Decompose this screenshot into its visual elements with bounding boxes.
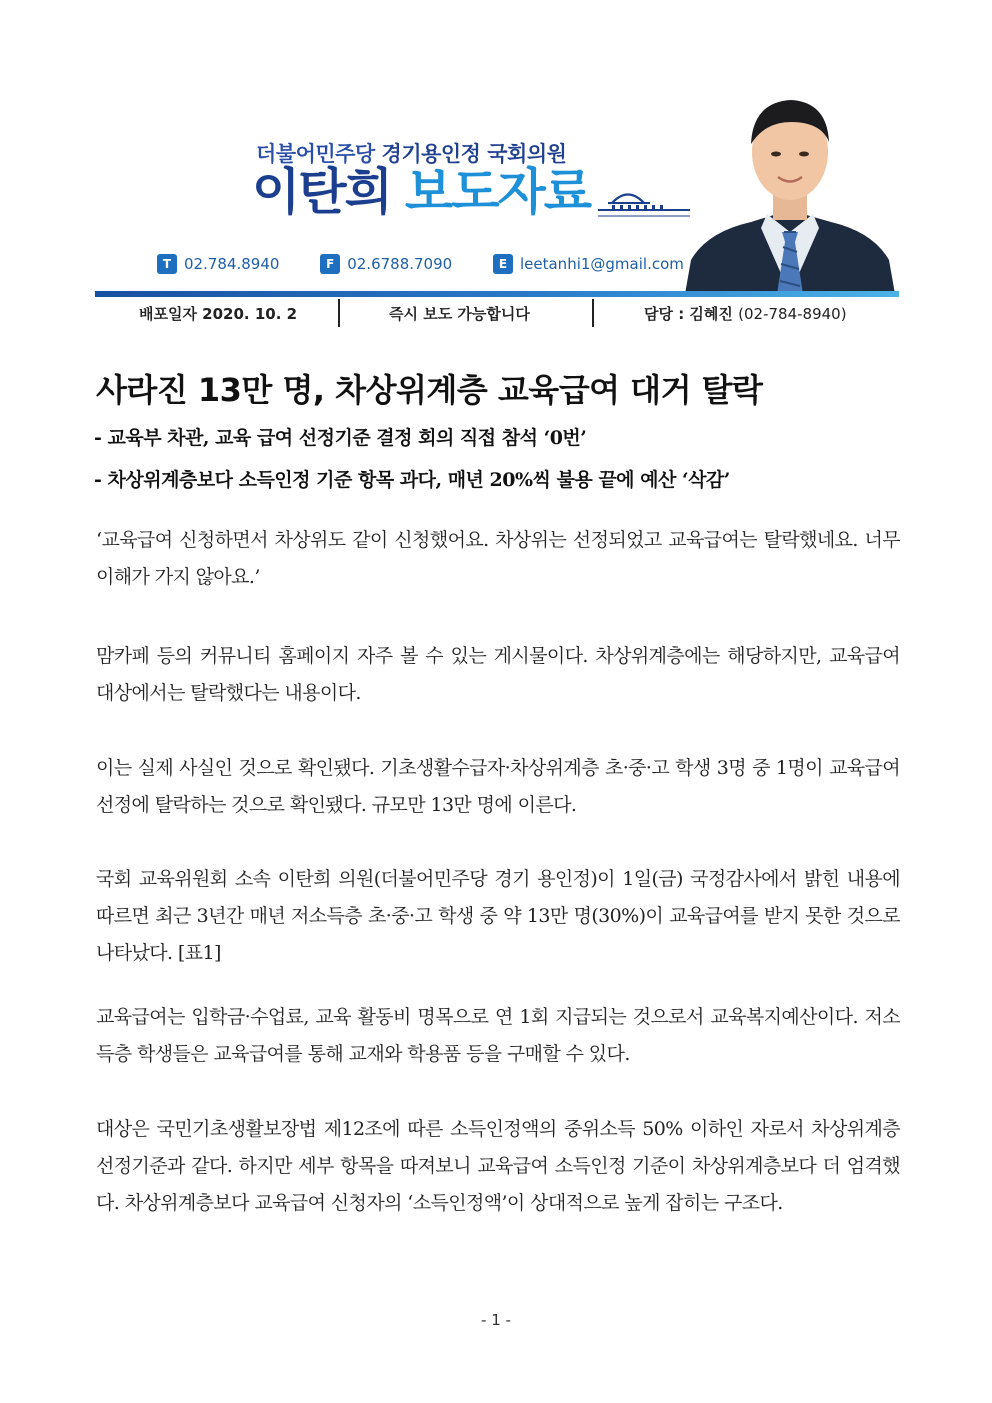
press-title xyxy=(252,163,590,225)
contact-list xyxy=(157,254,720,278)
body-paragraph: 이는 실제 사실인 것으로 확인됐다. 기초생활수급자·차상위계층 초·중·고 학생 3명 중 1명이 교육급여 선정에 탈락하는 것으로 확인됐다. 규모만 13만 명에 이른다. xyxy=(96,757,900,816)
fax-badge-icon: F xyxy=(320,254,340,274)
separator xyxy=(338,299,340,327)
headline: 사라진 13만 명, 차상위계층 교육급여 대거 탈락 xyxy=(96,371,763,409)
page-number: - 1 - xyxy=(481,1311,511,1329)
contact-person: 담당 : 김혜진 xyxy=(644,305,733,323)
subheadline: - 교육부 차관, 교육 급여 선정기준 결정 회의 직접 참석 ‘0번’ xyxy=(94,427,587,449)
release-info-bar xyxy=(95,297,899,329)
phone-badge-icon: T xyxy=(157,254,177,274)
email-badge-icon: E xyxy=(493,254,513,274)
contact-phone xyxy=(157,254,279,274)
body-paragraph: 맘카페 등의 커뮤니티 홈페이지 자주 볼 수 있는 게시물이다. 차상위계층에는 해당하지만, 교육급여 대상에서는 탈락했다는 내용이다. xyxy=(96,645,900,704)
document-type: 보도자료 xyxy=(404,163,591,221)
body-paragraph: ‘교육급여 신청하면서 차상위도 같이 신청했어요. 차상위는 선정되었고 교육급여는 탈락했네요. 너무 이해가 가지 않아요.’ xyxy=(96,529,900,588)
body-paragraph: 국회 교육위원회 소속 이탄희 의원(더불어민주당 경기 용인정)이 1일(금) 국정감사에서 밝힌 내용에 따르면 최근 3년간 매년 저소득층 초·중·고 학생 중 약 13만 명(30%)이 교육급여를 받지 못한 것으로 나타났다. [표1] xyxy=(96,868,900,964)
email-address: leetanhi1@gmail.com xyxy=(519,255,684,273)
national-assembly-icon xyxy=(598,186,690,220)
embargo-notice: 즉시 보도 가능합니다 xyxy=(389,305,530,323)
release-date: 배포일자 2020. 10. 2 xyxy=(139,305,298,323)
contact-fax xyxy=(320,254,452,274)
separator xyxy=(592,299,594,327)
body-paragraph: 교육급여는 입학금·수업료, 교육 활동비 명목으로 연 1회 지급되는 것으로서 교육복지예산이다. 저소득층 학생들은 교육급여를 통해 교재와 학용품 등을 구매할 수 있다. xyxy=(96,1006,900,1065)
lawmaker-portrait xyxy=(681,82,899,294)
lawmaker-name: 이탄희 xyxy=(252,163,391,221)
press-contact xyxy=(644,303,847,324)
subheadline: - 차상위계층보다 소득인정 기준 항목 과다, 매년 20%씩 불용 끝에 예산 ‘삭감’ xyxy=(94,469,730,491)
contact-email xyxy=(493,254,684,274)
phone-number: 02.784.8940 xyxy=(184,255,280,273)
contact-person-phone: (02-784-8940) xyxy=(738,305,847,323)
body-paragraph: 대상은 국민기초생활보장법 제12조에 따른 소득인정액의 중위소득 50% 이하인 자로서 차상위계층 선정기준과 같다. 하지만 세부 항목을 따져보니 교육급여 소득인정 기준이 차상위계층보다 더 엄격했다. 차상위계층보다 교육급여 신청자의 ‘소득인정액’이 상대적으로 높게 잡히는 구조다. xyxy=(96,1118,900,1214)
fax-number: 02.6788.7090 xyxy=(347,255,453,273)
press-header xyxy=(0,0,992,300)
party-name: 더불어민주당 xyxy=(256,142,375,166)
constituency: 경기용인정 국회의원 xyxy=(381,142,567,166)
